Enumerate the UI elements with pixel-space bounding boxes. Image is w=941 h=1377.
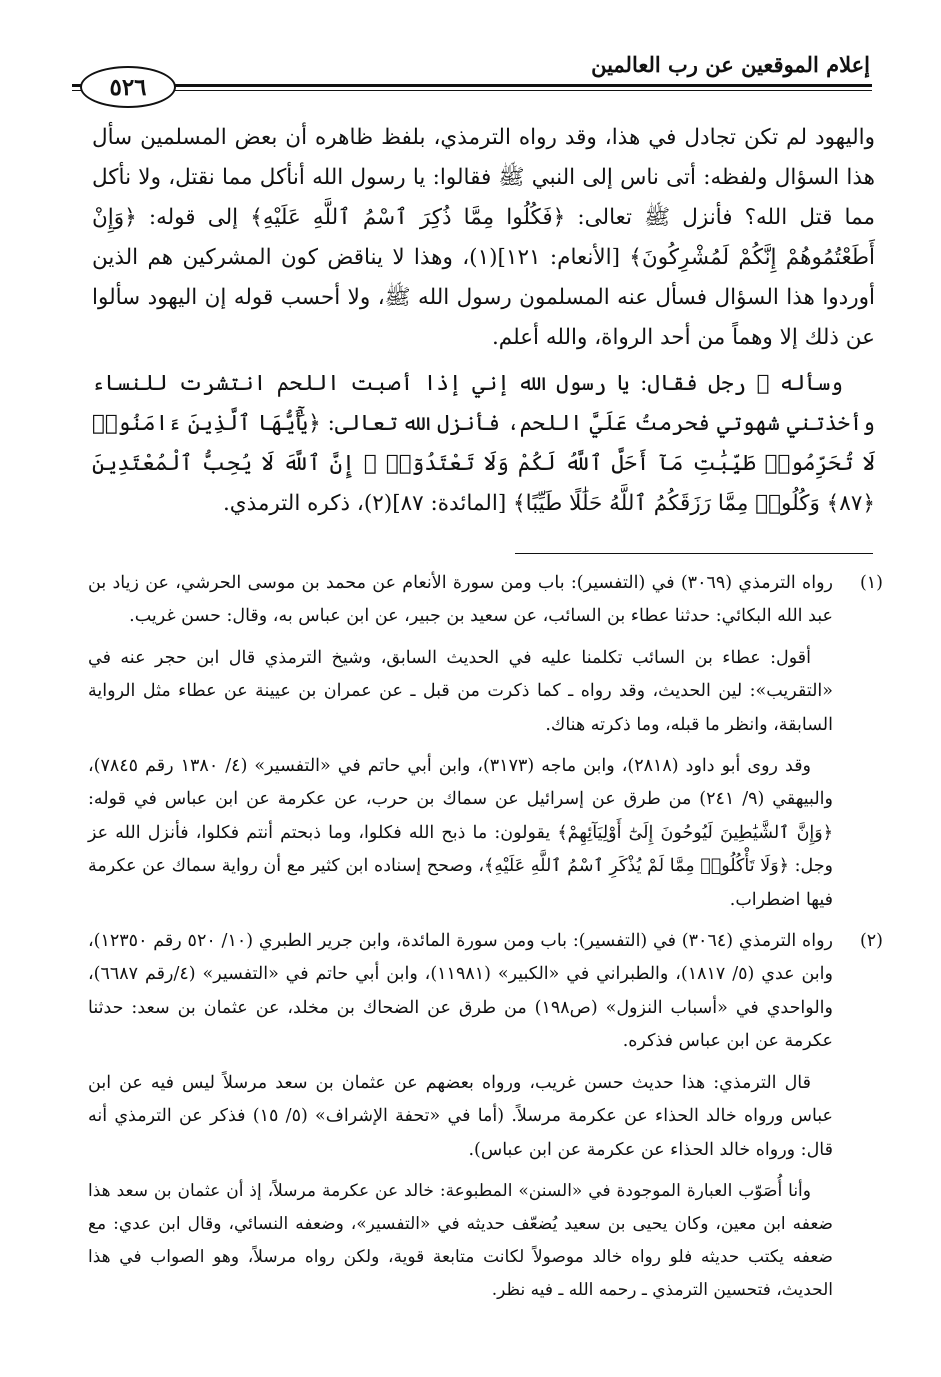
footnotes xyxy=(88,567,883,1307)
page-number-badge xyxy=(80,66,176,108)
page-number: ٥٢٦ xyxy=(109,73,147,101)
paragraph-1: واليهود لم تكن تجادل في هذا، وقد رواه الترمذي، بلفظ ظاهره أن بعض المسلمين سأل هذا السؤال ولفظه: أتى ناس إلى النبي ﷺ فقالوا: يا رسول الله أنأكل مما نقتل، ولا نأكل مما قتل الله؟ فأنزل ﷺ تعالى: ﴿فَكُلُوا مِمَّا ذُكِرَ ٱسْمُ ٱللَّهِ عَلَيْهِ﴾ إلى قوله: ﴿وَإِنْ أَطَعْتُمُوهُمْ إِنَّكُمْ لَمُشْرِكُونَ﴾ [الأنعام: ١٢١](١)، وهذا لا يناقض كون المشركين هم الذين أوردوا هذا السؤال فسأل عنه المسلمون رسول الله ﷺ، ولا أحسب قوله إن اليهود سألوا عن ذلك إلا وهماً من أحد الرواة، والله أعلم. xyxy=(92,125,875,350)
footnote-1 xyxy=(88,567,883,917)
footnote-2 xyxy=(88,925,883,1307)
running-title: إعلام الموقعين عن رب العالمين xyxy=(591,52,870,77)
footnote-separator xyxy=(515,553,873,554)
header-rule-thick xyxy=(72,84,872,87)
footnote-text: وأنا أُصَوّب العبارة الموجودة في «السنن» المطبوعة: خالد عن عكرمة مرسلاً، إذ أن عثمان بن سعد هذا ضعفه ابن معين، وكان يحيى بن سعيد يُضعّف حديثه في «التفسير»، وضعفه النسائي، وقال ابن عدي: مع ضعفه يكتب حديثه فلو رواه خالد موصولاً لكانت متابعة قوية، ولكن رواه مرسلاً، وهو الصواب في هذا الحديث، فتحسين الترمذي ـ رحمه الله ـ فيه نظر. xyxy=(88,1180,833,1300)
footnote-text: قال الترمذي: هذا حديث حسن غريب، ورواه بعضهم عن عثمان بن سعد مرسلاً ليس فيه عن ابن عباس ورواه خالد الحذاء عن عكرمة مرسلاً. (أما في «تحفة الإشراف» (٥/ ١٥) فذكر عن الترمذي أنه قال: ورواه خالد الحذاء عن عكرمة عن ابن عباس). xyxy=(88,1072,833,1160)
main-text xyxy=(92,118,875,524)
footnote-number: (٢) xyxy=(859,931,883,952)
footnote-text: رواه الترمذي (٣٠٦٤) في (التفسير): باب ومن سورة المائدة، وابن جرير الطبري (١٠/ ٥٢٠ رقم ١٢٣٥٠)، وابن عدي (٥/ ١٨١٧)، والطبراني في «الكبير» (١١٩٨١)، وابن أبي حاتم في «التفسير» (٤/رقم ٦٦٨٧)، والواحدي في «أسباب النزول» (ص١٩٨) من طرق عن الضحاك بن مخلد، عن عثمان بن سعد: حدثنا عكرمة عن ابن عباس فذكره. xyxy=(88,931,833,1052)
paragraph-2: وسأله ﷺ رجل فقال: يا رسول الله إني إذا أصبت اللحم انتشرت للنساء وأخذتني شهوتي فحرمتُ عَلَيَّ اللحم، فأنزل الله تعالى: ﴿يَٰٓأَيُّهَا ٱلَّذِينَ ءَامَنُوا۟ لَا تُحَرِّمُوا۟ طَيِّبَٰتِ مَآ أَحَلَّ ٱللَّهُ لَكُمْ وَلَا تَعْتَدُوٓا۟ ۚ إِنَّ ٱللَّهَ لَا يُحِبُّ ٱلْمُعْتَدِينَ ﴿٨٧﴾ وَكُلُوا۟ مِمَّا رَزَقَكُمُ ٱللَّهُ حَلَٰلًا طَيِّبًا﴾ [المائدة: ٨٧](٢)، ذكره الترمذي. xyxy=(92,371,875,516)
footnote-text: أقول: عطاء بن السائب تكلمنا عليه في الحديث السابق، وشيخ الترمذي قال ابن حجر عنه في «التقريب»: لين الحديث، وقد رواه ـ كما ذكرت من قبل ـ عن عمران بن عيينة عن عطاء مثل الرواية السابقة، وانظر ما قبله، وما ذكرته هناك. xyxy=(88,647,833,735)
footnote-number: (١) xyxy=(859,573,883,593)
footnote-text: رواه الترمذي (٣٠٦٩) في (التفسير): باب ومن سورة الأنعام عن محمد بن موسى الحرشي، عن زياد بن عبد الله البكائي: حدثنا عطاء بن السائب، عن سعيد بن جبير، عن ابن عباس به، وقال: حسن غريب. xyxy=(88,573,833,627)
footnote-text: وقد روى أبو داود (٢٨١٨)، وابن ماجه (٣١٧٣)، وابن أبي حاتم في «التفسير» (٤/ ١٣٨٠ رقم ٧٨٤٥)، والبيهقي (٩/ ٢٤١) من طرق عن إسرائيل عن سماك بن حرب، عن عكرمة عن ابن عباس في قوله: ﴿وَإِنَّ ٱلشَّيَٰطِينَ لَيُوحُونَ إِلَىٰٓ أَوْلِيَآئِهِمْ﴾ يقولون: ما ذبح الله فكلوا، وما ذبحتم أنتم فكلوا، فأنزل الله عز وجل: ﴿وَلَا تَأْكُلُوا۟ مِمَّا لَمْ يُذْكَرِ ٱسْمُ ٱللَّهِ عَلَيْهِ﴾، وصحح إسناده ابن كثير مع أن رواية سماك عن عكرمة فيها اضطراب. xyxy=(88,756,833,910)
page-header xyxy=(72,48,872,104)
header-rule-thin xyxy=(72,90,872,91)
